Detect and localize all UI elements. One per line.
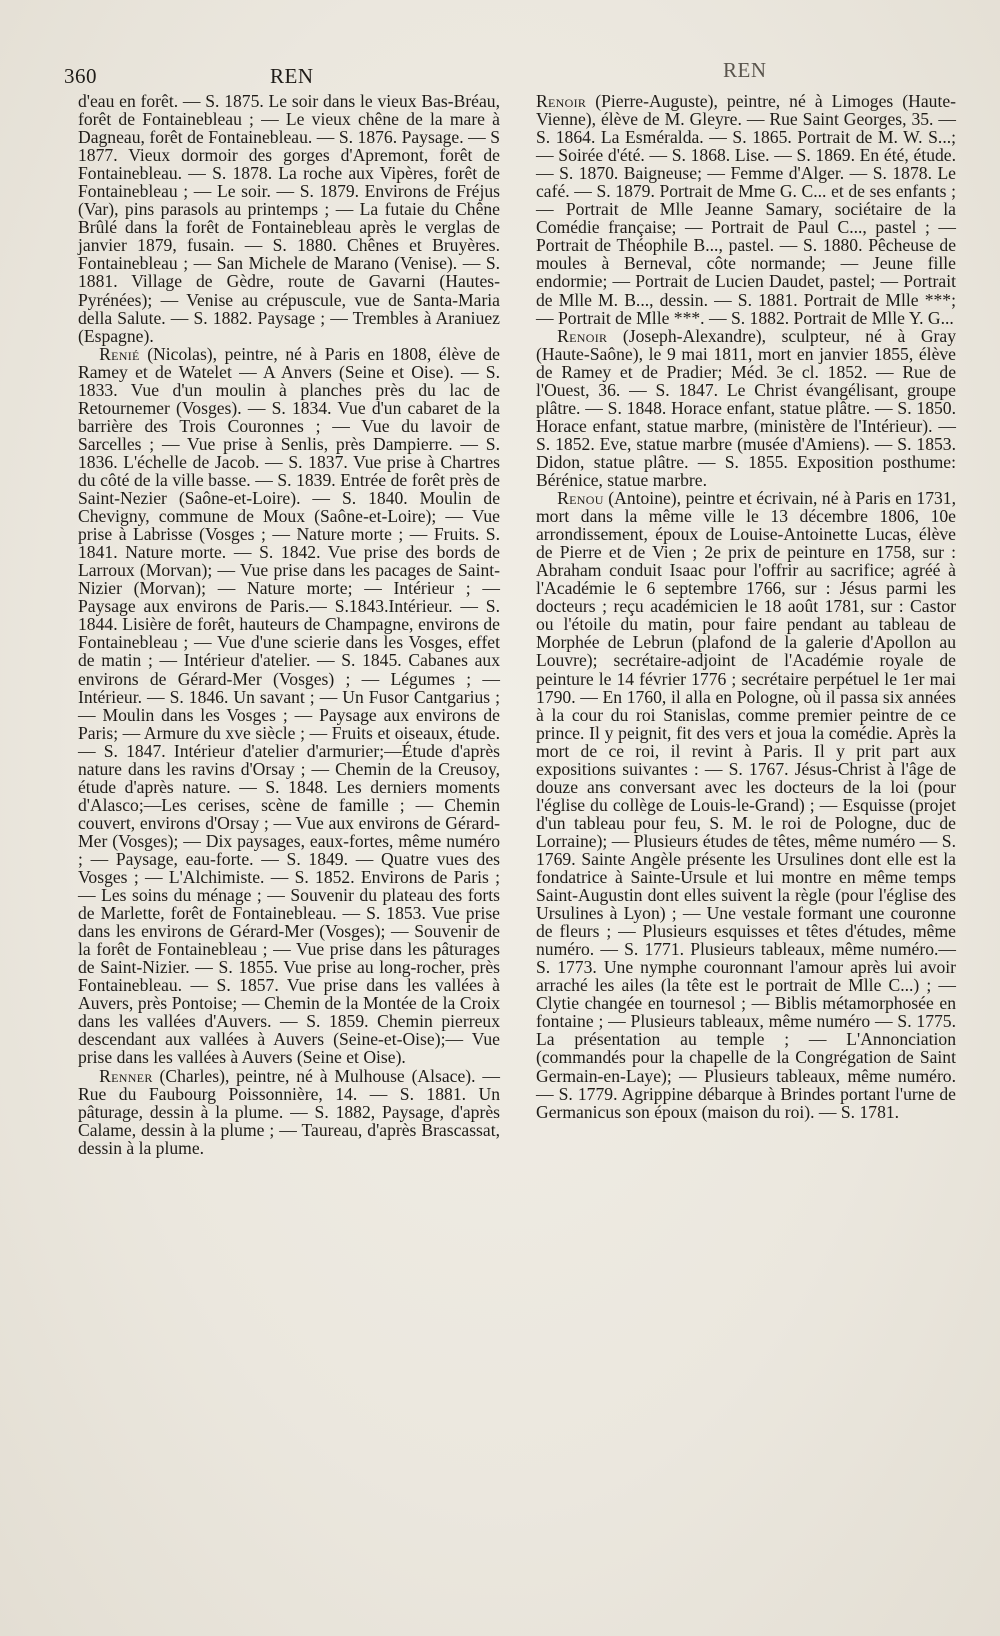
entry-text: (Antoine), peintre et écrivain, né à Paris en 1731, mort dans la même ville le 13 décembre 1806, 10e arrondissement, époux de Louise-Antoinette Lucas, élève de Pierre et de Vien ; 2e prix de peinture en 1758, sur : Abraham conduit Isaac pour l'offrir au sacrifice; agréé à l'Académie le 6 septembre 1766, sur : Jésus parmi les docteurs ; reçu académicien le 18 août 1781, sur : Castor ou l'étoile du matin, pour faire pendant au tableau de Morphée de Lebrun (plafond de la galerie d'Apollon au Louvre); secrétaire-adjoint de l'Académie royale de peinture le 14 février 1776 ; secrétaire perpétuel le 1er mai 1790. — En 1760, il alla en Pologne, où il passa six années à la cour du roi Stanislas, comme premier peintre de ce prince. Il y peignit, fit des vers et joua la comédie. Après la mort de ce roi, il revint à Paris. Il y prit part aux expositions suivantes : — S. 1767. Jésus-Christ à l'âge de douze ans conversant avec les docteurs de la loi (pour l'église du collège de Louis-le-Grand) ; — Esquisse (projet d'un tableau pour feu, S. M. le roi de Pologne, duc de Lorraine); — Plusieurs études de têtes, même numéro — S. 1769. Sainte Angèle présente les Ursulines dont elle est la fondatrice à Sainte-Ursule et lui montre en même temps Saint-Augustin dont elles suivent la règle (pour l'église des Ursulines à Lyon) ; — Une vestale formant une couronne de fleurs ; — Plusieurs esquisses et têtes d'études, même numéro. — S. 1771. Plusieurs tableaux, même numéro.—S. 1773. Une nymphe couronnant l'amour après lui avoir arraché les ailes (la tête est le portrait de Mlle C...) ; — Clytie changée en tournesol ; — Biblis métamorphosée en fontaine ; — Plusieurs tableaux, même numéro — S. 1775. La présentation au temple ; — L'Annonciation (commandés pour la chapelle de la Congrégation de Saint Germain-en-Laye); — Plusieurs tableaux, même numéro. — S. 1779. Agrippine débarque à Brindes portant l'urne de Germanicus son époux (maison du roi). — S. 1781. xyxy=(536,488,956,1122)
entry-text: (Nicolas), peintre, né à Paris en 1808, élève de Ramey et de Watelet — A Anvers (Seine et Oise). — S. 1833. Vue d'un moulin à planches près du lac de Retournemer (Vosges). — S. 1834. Vue d'un cabaret de la barrière des Trois Couronnes ; — Vue du lavoir de Sarcelles ; — Vue prise à Senlis, près Dampierre. — S. 1836. L'échelle de Jacob. — S. 1837. Vue prise à Chartres du côté de la ville basse. — S. 1839. Entrée de forêt près de Saint-Nezier (Saône-et-Loire). — S. 1840. Moulin de Chevigny, commune de Moux (Saône-et-Loire); — Vue prise à Labrisse (Vosges ; — Nature morte ; — Fruits. S. 1841. Nature morte. — S. 1842. Vue prise des bords de Larroux (Morvan); — Vue prise dans les pacages de Saint-Nizier (Morvan); — Nature morte; — Intérieur ; — Paysage aux environs de Paris.— S.1843.Intérieur. — S. 1844. Lisière de forêt, hauteurs de Champagne, environs de Fontainebleau ; — Vue d'une scierie dans les Vosges, effet de matin ; — Intérieur d'atelier. — S. 1845. Cabanes aux environs de Gérard-Mer (Vosges) ; — Légumes ; — Intérieur. — S. 1846. Un savant ; — Un Fusor Cantgarius ; — Moulin dans les Vosges ; — Paysage aux environs de Paris; — Armure du xve siècle ; — Fruits et oiseaux, étude. — S. 1847. Intérieur d'atelier d'armurier;—Étude d'après nature dans les ravins d'Orsay ; — Chemin de la Creusoy, étude d'après nature. — S. 1848. Les derniers moments d'Alasco;—Les cerises, scène de famille ; — Chemin couvert, environs d'Orsay ; — Vue aux environs de Gérard-Mer (Vosges); — Dix paysages, eaux-fortes, même numéro ; — Paysage, eau-forte. — S. 1849. — Quatre vues des Vosges ; — L'Alchimiste. — S. 1852. Environs de Paris ; — Les soins du ménage ; — Souvenir du plateau des forts de Marlette, forêt de Fontainebleau. — S. 1853. Vue prise dans les environs de Gérard-Mer (Vosges); — Souvenir de la forêt de Fontainebleau ; — Vue prise dans les pâturages de Saint-Nizier. — S. 1855. Vue prise au long-rocher, près Fontainebleau. — S. 1857. Vue prise dans les vallées à Auvers, près Pontoise; — Chemin de la Montée de la Croix dans les vallées d'Auvers. — S. 1859. Chemin pierreux descendant aux vallées à Auvers (Seine-et-Oise);— Vue prise dans les vallées à Auvers (Seine et Oise). xyxy=(78,343,500,1068)
entry-name: Renou xyxy=(557,488,604,509)
entry-renou xyxy=(536,489,956,1121)
entry-renoir-pierre-auguste xyxy=(536,92,956,327)
entry-renie xyxy=(78,345,500,1067)
entry-name: Renoir xyxy=(536,91,587,111)
right-column xyxy=(536,92,956,1121)
running-head-right: REN xyxy=(723,58,767,82)
page-header xyxy=(64,58,964,88)
page-number: 360 xyxy=(64,64,97,88)
entry-text: (Pierre-Auguste), peintre, né à Limoges (Haute-Vienne), élève de M. Gleyre. — Rue Saint Georges, 35. — S. 1864. La Esméralda. — S. 1865. Portrait de M. W. S...; — Soirée d'été. — S. 1868. Lise. — S. 1869. En été, étude. — S. 1870. Baigneuse; — Femme d'Alger. — S. 1878. Le café. — S. 1879. Portrait de Mme G. C... et de ses enfants ; — Portrait de Mlle Jeanne Samary, sociétaire de la Comédie française; — Portrait de Paul C..., pastel ; — Portrait de Théophile B..., pastel. — S. 1880. Pêcheuse de moules à Berneval, côte normande; — Jeune fille endormie; — Portrait de Lucien Daudet, pastel; — Portrait de Mlle M. B..., dessin. — S. 1881. Portrait de Mlle ***; — Portrait de Mlle ***. — S. 1882. Portrait de Mlle Y. G... xyxy=(536,91,956,328)
entry-text: (Joseph-Alexandre), sculpteur, né à Gray (Haute-Saône), le 9 mai 1811, mort en janvier 1855, élève de Ramey et de Pradier; Méd. 3e cl. 1852. — Rue de l'Ouest, 36. — S. 1847. Le Christ évangélisant, groupe plâtre. — S. 1848. Horace enfant, statue plâtre. — S. 1850. Horace enfant, statue marbre, (ministère de l'Intérieur). — S. 1852. Eve, statue marbre (musée d'Amiens). — S. 1853. Didon, statue plâtre. — S. 1855. Exposition posthume: Bérénice, statue marbre. xyxy=(536,325,956,490)
running-head-left: REN xyxy=(270,64,314,88)
entry-name: Renoir xyxy=(557,325,608,346)
entry-renoir-joseph-alexandre xyxy=(536,327,956,489)
entry-name: Renié xyxy=(99,343,140,364)
entry-continuation xyxy=(78,92,500,345)
entry-renner xyxy=(78,1067,500,1157)
left-column xyxy=(78,92,500,1157)
entry-text: (Charles), peintre, né à Mulhouse (Alsace). — Rue du Faubourg Poissonnière, 14. — S. 1881. Un pâturage, dessin à la plume. — S. 1882, Paysage, d'après Calame, dessin à la plume ; — Taureau, d'après Brascassat, dessin à la plume. xyxy=(78,1065,500,1158)
entry-text: d'eau en forêt. — S. 1875. Le soir dans le vieux Bas-Bréau, forêt de Fontainebleau ; — Le vieux chêne de la mare à Dagneau, forêt de Fontainebleau. — S. 1876. Paysage. — S 1877. Vieux dormoir des gorges d'Apremont, forêt de Fontainebleau. — S. 1878. La roche aux Vipères, forêt de Fontainebleau ; — Le soir. — S. 1879. Environs de Fréjus (Var), pins parasols au printemps ; — La futaie du Chêne Brûlé dans la forêt de Fontainebleau après le verglas de janvier 1879, fusain. — S. 1880. Chênes et Bruyères. Fontainebleau ; — San Michele de Marano (Venise). — S. 1881. Village de Gèdre, route de Gavarni (Hautes-Pyrénées); — Venise au crépuscule, vue de Santa-Maria della Salute. — S. 1882. Paysage ; — Trembles à Araniuez (Espagne). xyxy=(78,91,500,346)
entry-name: Renner xyxy=(99,1065,153,1086)
